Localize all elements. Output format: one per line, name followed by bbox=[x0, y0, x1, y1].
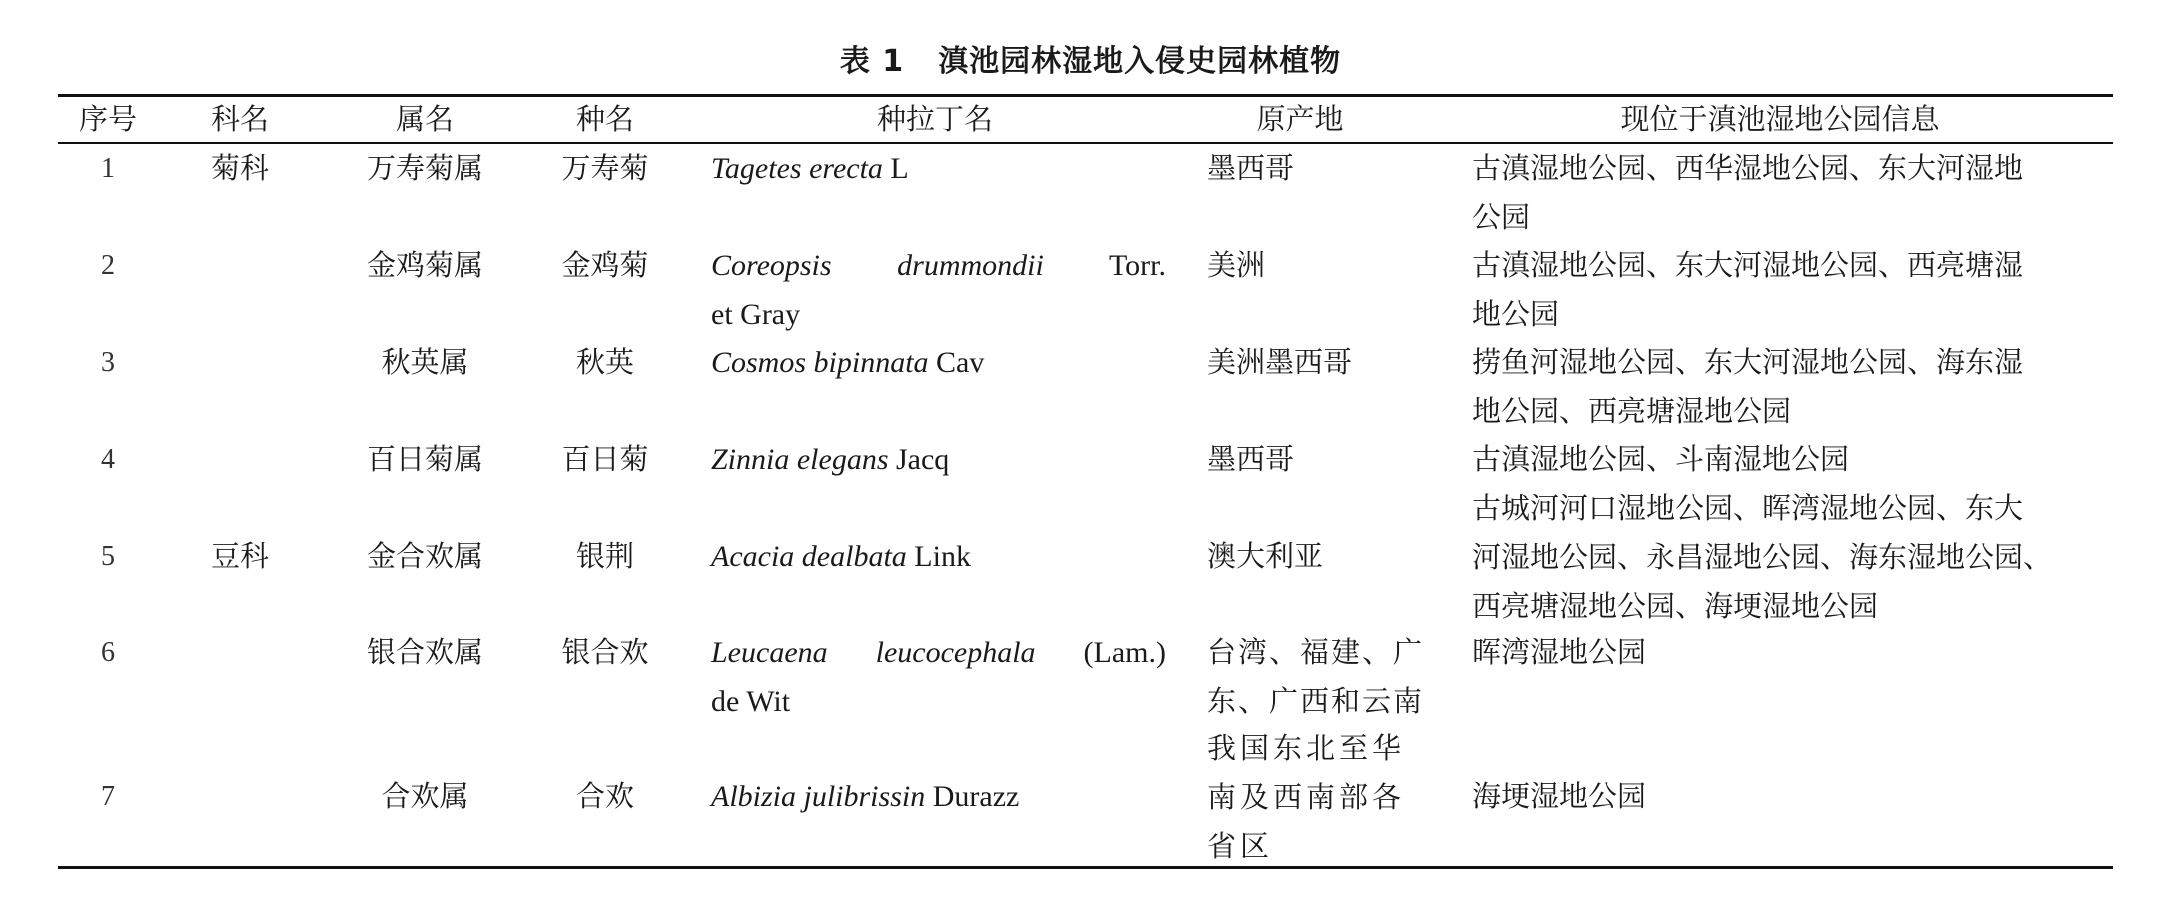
column-header-latin: 种拉丁名 bbox=[876, 102, 993, 136]
row-species: 银合欢 bbox=[561, 635, 649, 669]
origin-line: 澳大利亚 bbox=[1207, 539, 1324, 573]
origin-line: 台湾、福建、广 bbox=[1207, 635, 1425, 669]
row-species: 金鸡菊 bbox=[561, 248, 649, 282]
column-header-genus: 属名 bbox=[395, 102, 454, 136]
column-header-parks: 现位于滇池湿地公园信息 bbox=[1620, 102, 1940, 136]
parks-line: 地公园、西亮塘湿地公园 bbox=[1472, 394, 1792, 428]
origin-line: 东、广西和云南 bbox=[1207, 684, 1425, 718]
parks-line: 河湿地公园、永昌湿地公园、海东湿地公园、 bbox=[1472, 540, 2053, 574]
latin-line bbox=[711, 241, 1166, 290]
latin-binomial: Tagetes erecta bbox=[711, 152, 883, 185]
row-genus: 秋英属 bbox=[381, 345, 469, 379]
origin-line: 省区 bbox=[1207, 829, 1274, 863]
row-parks bbox=[1472, 435, 2112, 484]
row-species: 万寿菊 bbox=[561, 151, 649, 185]
origin-line: 墨西哥 bbox=[1207, 442, 1295, 476]
row-parks bbox=[1472, 628, 2112, 677]
row-no: 1 bbox=[101, 153, 115, 184]
latin-binomial: Zinnia elegans bbox=[711, 443, 889, 476]
origin-line: 美洲墨西哥 bbox=[1207, 345, 1353, 379]
bottom-rule bbox=[58, 866, 2113, 869]
row-species: 银荆 bbox=[575, 539, 634, 573]
row-latin-name bbox=[711, 628, 1166, 726]
row-parks bbox=[1472, 772, 2112, 821]
origin-line: 我国东北至华 bbox=[1207, 731, 1406, 765]
parks-line: 古城河河口湿地公园、晖湾湿地公园、东大 bbox=[1472, 491, 2024, 525]
row-genus: 金合欢属 bbox=[366, 539, 483, 573]
row-parks bbox=[1472, 338, 2112, 436]
latin-line bbox=[711, 628, 1166, 677]
row-latin-name bbox=[711, 144, 1166, 193]
row-parks bbox=[1472, 241, 2112, 339]
latin-binomial: Coreopsis drummondii bbox=[711, 249, 1044, 282]
column-header-species: 种名 bbox=[575, 102, 634, 136]
parks-line: 西亮塘湿地公园、海埂湿地公园 bbox=[1472, 589, 1879, 623]
latin-author: Durazz bbox=[932, 780, 1020, 813]
row-origin bbox=[1207, 241, 1437, 290]
origin-line: 美洲 bbox=[1207, 248, 1266, 282]
row-species: 合欢 bbox=[575, 779, 634, 813]
latin-author: (Lam.) bbox=[1083, 636, 1166, 669]
row-genus: 银合欢属 bbox=[366, 635, 483, 669]
latin-binomial: Acacia dealbata bbox=[711, 540, 907, 573]
row-no: 6 bbox=[101, 637, 115, 668]
origin-line: 墨西哥 bbox=[1207, 151, 1295, 185]
row-origin bbox=[1207, 724, 1437, 871]
latin-line: de Wit bbox=[711, 685, 791, 718]
row-no: 2 bbox=[101, 250, 115, 281]
row-family: 菊科 bbox=[210, 151, 269, 185]
row-no: 3 bbox=[101, 347, 115, 378]
parks-line: 地公园 bbox=[1472, 297, 1560, 331]
row-latin-name bbox=[711, 532, 1166, 581]
column-header-no: 序号 bbox=[78, 102, 137, 136]
row-genus: 合欢属 bbox=[381, 779, 469, 813]
row-origin bbox=[1207, 532, 1437, 581]
row-origin bbox=[1207, 338, 1437, 387]
latin-author: Torr. bbox=[1108, 249, 1166, 282]
table-title: 滇池园林湿地入侵史园林植物 bbox=[938, 44, 1342, 79]
latin-author: L bbox=[890, 152, 909, 185]
row-genus: 金鸡菊属 bbox=[366, 248, 483, 282]
parks-line: 晖湾湿地公园 bbox=[1472, 635, 1647, 669]
column-header-origin: 原产地 bbox=[1256, 102, 1344, 136]
table-caption bbox=[0, 36, 2181, 80]
row-no: 7 bbox=[101, 781, 115, 812]
row-parks bbox=[1472, 144, 2112, 242]
row-origin bbox=[1207, 144, 1437, 193]
origin-line: 南及西南部各 bbox=[1207, 780, 1406, 814]
parks-line: 捞鱼河湿地公园、东大河湿地公园、海东湿 bbox=[1472, 345, 2024, 379]
row-parks bbox=[1472, 484, 2112, 631]
latin-binomial: Cosmos bipinnata bbox=[711, 346, 929, 379]
row-no: 4 bbox=[101, 444, 115, 475]
column-header-family: 科名 bbox=[210, 102, 269, 136]
row-genus: 百日菊属 bbox=[366, 442, 483, 476]
row-origin bbox=[1207, 628, 1437, 726]
row-genus: 万寿菊属 bbox=[366, 151, 483, 185]
row-species: 百日菊 bbox=[561, 442, 649, 476]
parks-line: 公园 bbox=[1472, 200, 1531, 234]
latin-binomial: Leucaena leucocephala bbox=[711, 636, 1036, 669]
table-number: 表 1 bbox=[839, 44, 905, 79]
row-latin-name bbox=[711, 241, 1166, 339]
row-family: 豆科 bbox=[210, 539, 269, 573]
parks-line: 古滇湿地公园、东大河湿地公园、西亮塘湿 bbox=[1472, 248, 2024, 282]
row-no: 5 bbox=[101, 541, 115, 572]
row-species: 秋英 bbox=[575, 345, 634, 379]
latin-author: Cav bbox=[936, 346, 985, 379]
latin-author: Link bbox=[914, 540, 971, 573]
latin-author: Jacq bbox=[896, 443, 950, 476]
row-origin bbox=[1207, 435, 1437, 484]
row-latin-name bbox=[711, 338, 1166, 387]
latin-line: et Gray bbox=[711, 298, 801, 331]
parks-line: 古滇湿地公园、斗南湿地公园 bbox=[1472, 442, 1850, 476]
parks-line: 海埂湿地公园 bbox=[1472, 779, 1647, 813]
latin-binomial: Albizia julibrissin bbox=[711, 780, 926, 813]
row-latin-name bbox=[711, 772, 1166, 821]
parks-line: 古滇湿地公园、西华湿地公园、东大河湿地 bbox=[1472, 151, 2024, 185]
row-latin-name bbox=[711, 435, 1166, 484]
